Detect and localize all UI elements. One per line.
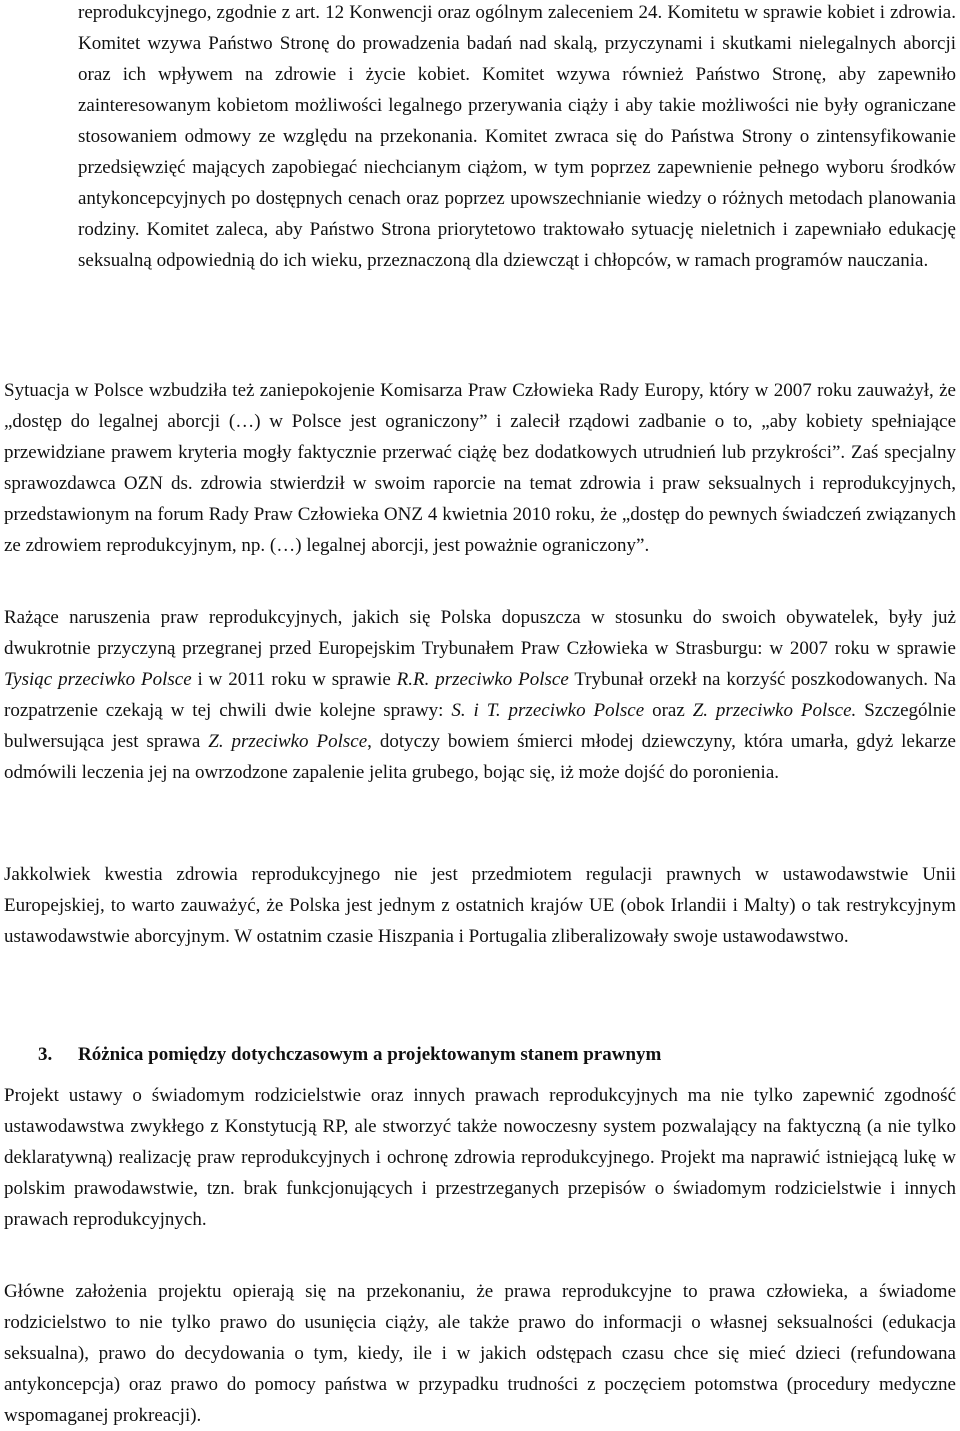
section-number: 3. bbox=[38, 1044, 53, 1065]
case-name-z-repeat: Z. przeciwko Polsce bbox=[208, 731, 368, 752]
text-segment: , dotyczy bowiem śmierci młodej dziewczyny, która umarła, gdyż lekarze odmówili leczenia jej na owrzodzone zapalenie jelita grubego, bojąc się, iż może dojść do poronienia. bbox=[4, 731, 956, 783]
case-name-s-and-t: S. i T. przeciwko Polsce bbox=[451, 700, 645, 721]
paragraph-project-assumptions: Główne założenia projektu opierają się na przekonaniu, że prawa reprodukcyjne to prawa człowieka, a świadome rodzicielstwo to nie tylko prawo do usunięcia ciąży, ale także prawo do informacji o własnej seksualności (edukacja seksualna), prawo do decydowania o tym, kiedy, ile i w jakich odstępach czasu chce się mieć dzieci (refundowana antykoncepcja) oraz prawo do pomocy państwa w przypadku trudności z poczęciem potomstwa (procedury medyczne wspomaganej prokreacji). bbox=[4, 1281, 956, 1426]
text-segment: oraz bbox=[644, 700, 693, 721]
section-heading bbox=[38, 1039, 661, 1070]
section-title: Różnica pomiędzy dotychczasowym a projektowanym stanem prawnym bbox=[78, 1044, 662, 1065]
text-segment: Szczególnie bulwersująca jest sprawa bbox=[4, 700, 956, 752]
text-segment: Trybunał orzekł na korzyść poszkodowanych. Na rozpatrzenie czekają w tej chwili dwie kolejne sprawy: bbox=[4, 669, 956, 721]
paragraph-project-goals: Projekt ustawy o świadomym rodzicielstwie oraz innych prawach reprodukcyjnych ma nie tylko zapewnić zgodność ustawodawstwa zwykłego z Konstytucją RP, ale stworzyć także nowoczesny system pozwalający na faktyczną (a nie tylko deklaratywną) realizację praw reprodukcyjnych i ochronę zdrowia reprodukcyjnego. Projekt ma naprawić istniejącą lukę w polskim prawodawstwie, tzn. brak funkcjonujących i przestrzeganych przepisów o świadomym rodzicielstwie i innych prawach reprodukcyjnych. bbox=[4, 1085, 956, 1230]
paragraph-commissioner-concern: Sytuacja w Polsce wzbudziła też zaniepokojenie Komisarza Praw Człowieka Rady Europy, który w 2007 roku zauważył, że „dostęp do legalnej aborcji (…) w Polsce jest ograniczony” i zalecił rządowi zadbanie o to, „aby kobiety spełniające przewidziane prawem kryteria mogły faktycznie przerwać ciążę bez dodatkowych utrudnień lub przykrości”. Zaś specjalny sprawozdawca OZN ds. zdrowia stwierdził w swoim raporcie na temat zdrowia i praw seksualnych i reprodukcyjnych, przedstawionym na forum Rady Praw Człowieka ONZ 4 kwietnia 2010 roku, że „dostęp do pewnych świadczeń związanych ze zdrowiem reprodukcyjnym, np. (…) legalnej aborcji, jest poważnie ograniczony”. bbox=[4, 380, 956, 556]
case-name-tysiac: Tysiąc przeciwko Polsce bbox=[4, 669, 192, 690]
paragraph-eu-comparison: Jakkolwiek kwestia zdrowia reprodukcyjnego nie jest przedmiotem regulacji prawnych w ustawodawstwie Unii Europejskiej, to warto zauważyć, że Polska jest jednym z ostatnich krajów UE (obok Irlandii i Malty) o tak restrykcyjnym ustawodawstwie aborcyjnym. W ostatnim czasie Hiszpania i Portugalia zliberalizowały swoje ustawodawstwo. bbox=[4, 864, 956, 947]
paragraph-committee-recommendations: reprodukcyjnego, zgodnie z art. 12 Konwencji oraz ogólnym zaleceniem 24. Komitetu w sprawie kobiet i zdrowia. Komitet wzywa Państwo Stronę do prowadzenia badań nad skalą, przyczynami i skutkami nielegalnych aborcji oraz ich wpływem na zdrowie i życie kobiet. Komitet wzywa również Państwo Stronę, aby zapewniło zainteresowanym kobietom możliwości legalnego przerywania ciąży i aby takie możliwości nie były ograniczane stosowaniem odmowy ze względu na przekonania. Komitet zwraca się do Państwa Strony o zintensyfikowanie przedsięwzięć mających zapobiegać niechcianym ciążom, w tym poprzez zapewnienie pełnego wyboru środków antykoncepcyjnych po dostępnych cenach oraz poprzez upowszechnianie wiedzy o różnych metodach planowania rodziny. Komitet zaleca, aby Państwo Strona priorytetowo traktowało sytuację nieletnich i zapewniało edukację seksualną odpowiednią do ich wieku, przeznaczoną dla dziewcząt i chłopców, w ramach programów nauczania. bbox=[78, 2, 956, 271]
case-name-z: Z. przeciwko Polsce. bbox=[692, 700, 857, 721]
text-segment: i w 2011 roku w sprawie bbox=[191, 669, 397, 690]
paragraph-echr-cases bbox=[4, 602, 956, 788]
text-segment: Rażące naruszenia praw reprodukcyjnych, jakich się Polska dopuszcza w stosunku do swoich obywatelek, były już dwukrotnie przyczyną przegranej przed Europejskim Trybunałem Praw Człowieka w Strasburgu: w 2007 roku w sprawie bbox=[4, 607, 956, 659]
case-name-rr: R.R. przeciwko Polsce bbox=[396, 669, 569, 690]
